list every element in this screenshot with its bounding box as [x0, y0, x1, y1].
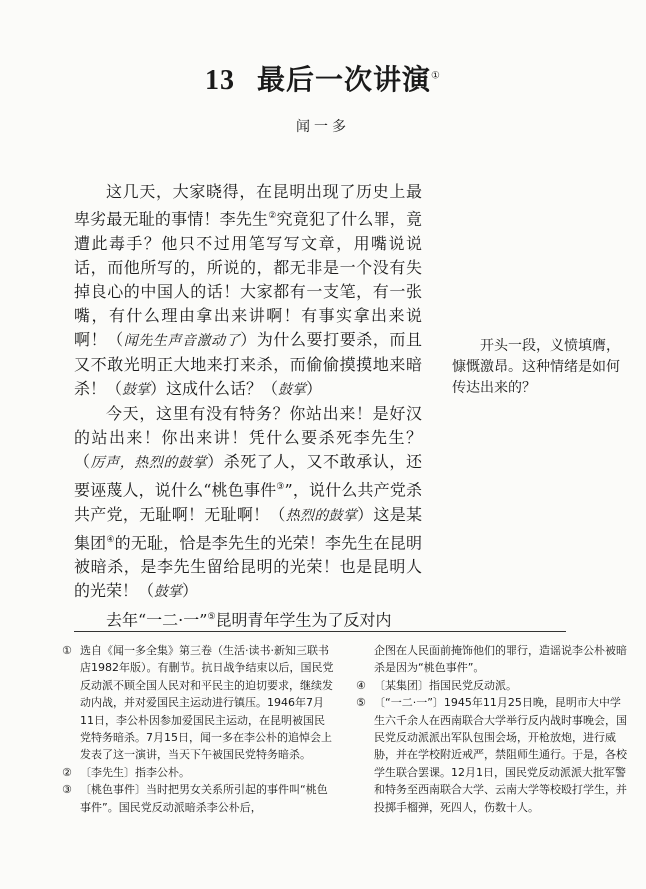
footnote-text: 〔某集团〕指国民党反动派。: [374, 678, 517, 692]
footnotes-right: [356, 642, 628, 816]
side-note: 开头一段，义愤填膺，慷慨激昂。这种情绪是如何传达出来的？: [452, 338, 620, 396]
speech-text: 今天，这里有没有特务？你站出来！是好汉的站出来！你出来讲！凭什么要杀死李先生？（: [74, 404, 422, 472]
footnote-mark: ③: [62, 783, 72, 797]
footnote-mark: ②: [62, 765, 72, 779]
footnote-text: 选自《闻一多全集》第三卷（生活·读书·新知三联书店1982年版）。有删节。抗日战争结束以后，国民党反动派不顾全国人民对和平民主的迫切要求，继续发动内战，并对爱国民主运动进行镇压。1946年7月11日，李公朴因参加爱国民主运动，在昆明被国民党特务暗杀。7月15日，闻一多在李公朴的追悼会上发表了这一演讲，当天下午被国民党特务暗杀。: [80, 644, 334, 762]
lesson-number: 13: [205, 65, 235, 96]
speech-text: ）杀死了人，又不敢承认，还要诬蔑人，说什么“桃色事件: [74, 452, 422, 500]
footnote: [356, 642, 628, 677]
footnote: [356, 694, 628, 816]
footnote-mark: ⑤: [356, 696, 366, 710]
stage-direction: 鼓掌: [278, 382, 307, 399]
footnote-divider: [74, 631, 566, 632]
speech-text: ）这成什么话？（: [150, 379, 279, 399]
stage-direction: 鼓掌: [122, 382, 151, 399]
footnote: [356, 677, 628, 694]
footnote: [62, 781, 334, 816]
footnote-mark: ①: [62, 644, 72, 657]
footnote-text: 企图在人民面前掩饰他们的罪行，造谣说李公朴被暗杀是因为“桃色事件”。: [374, 644, 627, 675]
footnotes-left: [62, 642, 334, 816]
speech-text: 去年“一二·一”: [106, 609, 208, 629]
speech-text: ）为什么要打要杀，而且又不敢光明正大地来打来杀，而偷偷摸摸地来暗杀！（: [74, 329, 422, 399]
speech-body: [74, 180, 422, 632]
title-note-mark: ①: [431, 70, 441, 82]
footnote: [62, 764, 334, 781]
footnote-text: 〔“一二·一”〕1945年11月25日晚，昆明市大中学生六千余人在西南联合大学举行反内战时事晚会，国民党反动派派出军队包围会场，开枪放炮，进行威胁，并在学校附近戒严，禁阻师生通行。于是，各校学生联合罢课。12月1日，国民党反动派派大批军警和特务至西南联合大学、云南大学等校殴打学生，并投掷手榴弹，死四人，伤数十人。: [374, 696, 627, 814]
footnote-text: 〔李先生〕指李公朴。: [80, 765, 190, 779]
stage-direction: 鼓掌: [154, 584, 183, 601]
footnote-ref: ③: [276, 482, 285, 493]
speech-text: 究竟犯了什么罪，竟遭此毒手？他只不过用笔写写文章，用嘴说说话，而他所写的，所说的，都无非是一个没有失掉良心的中国人的话！大家都有一支笔，有一张嘴，有什么理由拿出来讲啊！有事实拿出来说啊！（: [74, 209, 422, 349]
footnote-ref: ⑤: [207, 611, 216, 622]
speech-text: 这几天，大家晓得，在昆明出现了历史上最卑劣最无耻的事情！李先生: [74, 182, 422, 229]
speech-text: ）: [306, 379, 323, 399]
lesson-title-text: 最后一次讲演: [257, 63, 432, 96]
speech-text: ）: [182, 581, 199, 601]
speech-paragraph: [74, 605, 422, 632]
stage-direction: 热烈的鼓掌: [285, 507, 358, 524]
speech-paragraph: [74, 180, 422, 402]
speech-text: ）这是某集团: [74, 504, 422, 553]
author-name: 闻一多: [296, 119, 350, 135]
stage-direction: 厉声，热烈的鼓掌: [90, 455, 208, 472]
footnote-ref: ②: [268, 211, 277, 222]
speech-paragraph: [74, 402, 422, 604]
speech-text: 的无耻，恰是李先生的光荣！李先生在昆明被暗杀，是李先生留给昆明的光荣！也是昆明人的光荣！（: [74, 533, 422, 601]
footnote: [62, 642, 334, 764]
stage-direction: 闻先生声音激动了: [123, 332, 241, 349]
speech-text: 昆明青年学生为了反对内: [215, 609, 392, 629]
speech-text: ”，说什么共产党杀共产党，无耻啊！无耻啊！（: [74, 480, 422, 524]
footnote-ref: ④: [106, 534, 115, 545]
footnote-text: 〔桃色事件〕当时把男女关系所引起的事件叫“桃色事件”。国民党反动派暗杀李公朴后，: [80, 783, 328, 814]
lesson-title: [0, 58, 646, 98]
footnote-mark: ④: [356, 678, 366, 692]
